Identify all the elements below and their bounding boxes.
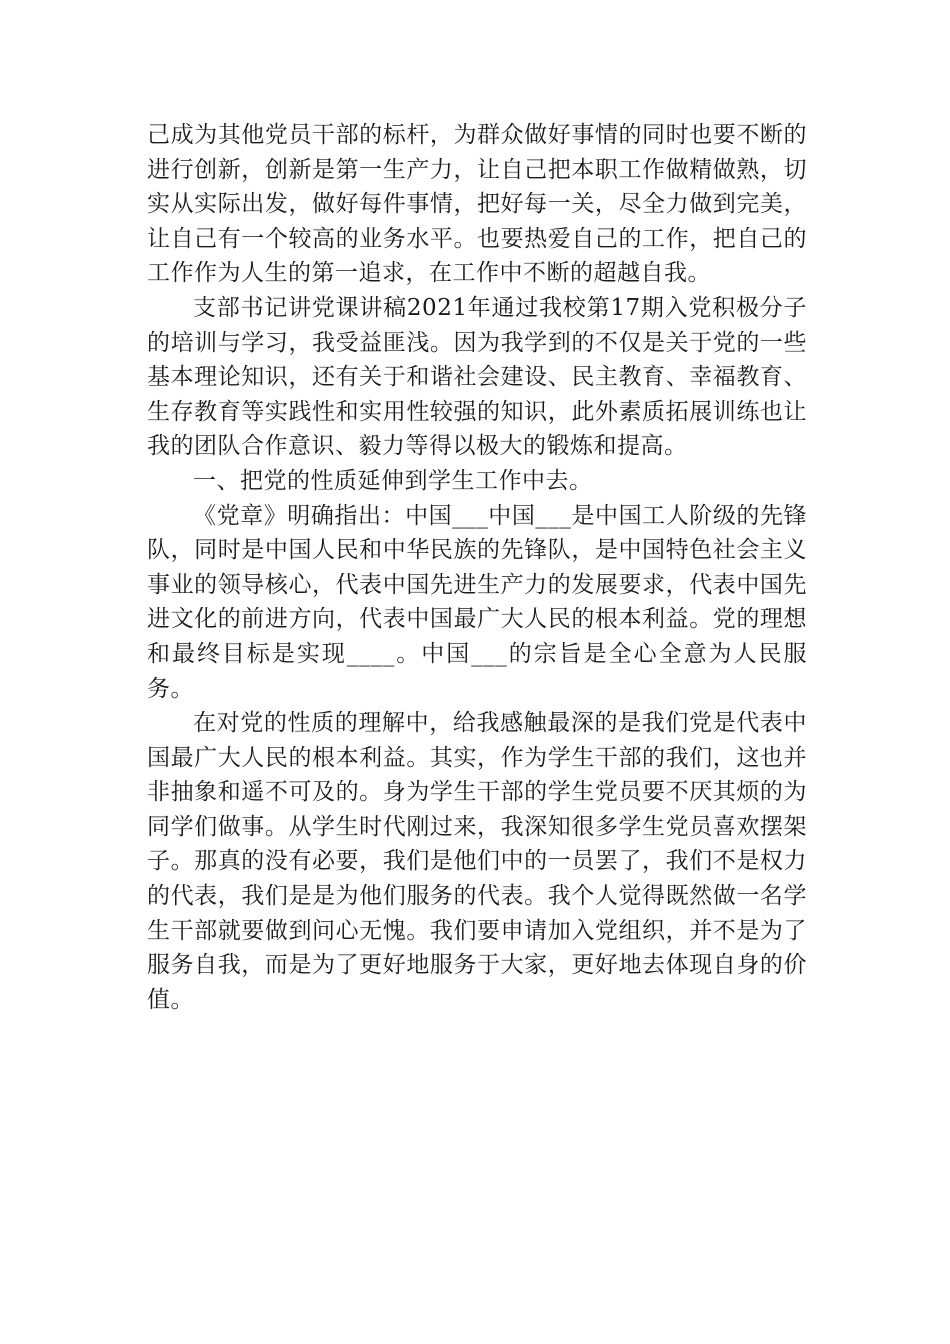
- section-heading-1: 一、把党的性质延伸到学生工作中去。: [193, 467, 593, 494]
- paragraph-lecture-intro: 支部书记讲党课讲稿2021年通过我校第17期入党积极分子的培训与学习，我受益匪浅。因为我学到的不仅是关于党的一些基本理论知识，还有关于和谐社会建设、民主教育、幸福教育、生存教育等实践性和实用性较强的知识，此外素质拓展训练也让我的团队合作意识、毅力等得以极大的锻炼和提高。: [147, 294, 807, 460]
- paragraph-reflection: 在对党的性质的理解中，给我感触最深的是我们党是代表中国最广大人民的根本利益。其实，作为学生干部的我们，这也并非抽象和遥不可及的。身为学生干部的学生党员要不厌其烦的为同学们做事。从学生时代刚过来，我深知很多学生党员喜欢摆架子。那真的没有必要，我们是他们中的一员罢了，我们不是权力的代表，我们是是为他们服务的代表。我个人觉得既然做一名学生干部就要做到问心无愧。我们要申请加入党组织，并不是为了服务自我，而是为了更好地服务于大家，更好地去体现自身的价值。: [147, 710, 807, 1013]
- paragraph-continuation: 己成为其他党员干部的标杆，为群众做好事情的同时也要不断的进行创新，创新是第一生产力，让自己把本职工作做精做熟，切实从实际出发，做好每件事情，把好每一关，尽全力做到完美，让自己有一个较高的业务水平。也要热爱自己的工作，把自己的工作作为人生的第一追求，在工作中不断的超越自我。: [147, 122, 807, 287]
- document-body: [147, 118, 807, 1017]
- paragraph-party-constitution: 《党章》明确指出：中国___中国___是中国工人阶级的先锋队，同时是中国人民和中华民族的先锋队，是中国特色社会主义事业的领导核心，代表中国先进生产力的发展要求，代表中国先进文化的前进方向，代表中国最广大人民的根本利益。党的理想和最终目标是实现____。中国___的宗旨是全心全意为人民服务。: [147, 502, 807, 702]
